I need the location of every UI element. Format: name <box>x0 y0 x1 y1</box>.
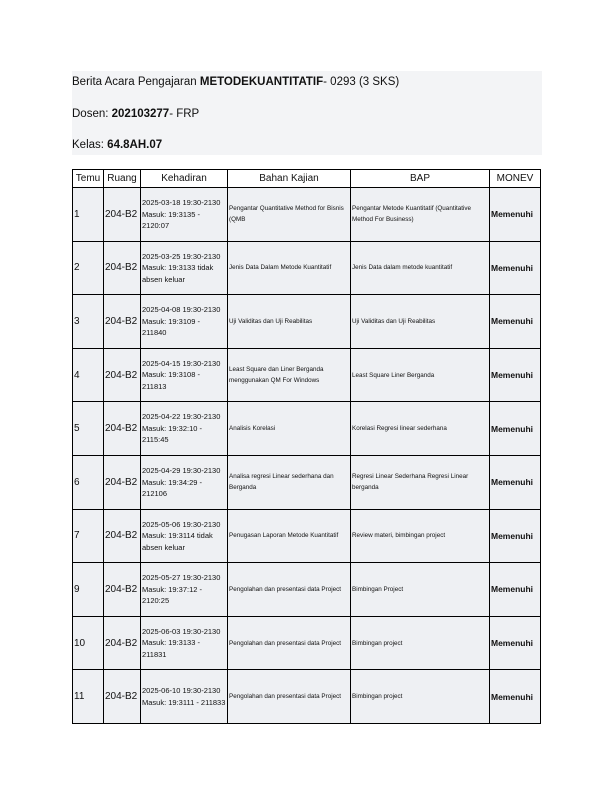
cell-bahan-kajian: Uji Validitas dan Uji Reabilitas <box>228 295 351 349</box>
kehadiran-masuk: Masuk: 19:3114 tidak absen keluar <box>142 531 213 552</box>
table-row <box>73 509 541 563</box>
cell-ruang: 204-B2 <box>104 348 141 402</box>
cell-bahan-kajian: Analisa regresi Linear sederhana dan Berganda <box>228 455 351 509</box>
kehadiran-jadwal: 2025-06-10 19:30-2130 <box>142 686 221 696</box>
kehadiran-masuk: Masuk: 19:3108 - 211813 <box>142 370 200 391</box>
col-header-bap: BAP <box>351 170 490 188</box>
course-name: METODEKUANTITATIF <box>199 76 324 88</box>
table-row <box>73 295 541 349</box>
col-header-kehadiran: Kehadiran <box>141 170 228 188</box>
cell-temu: 7 <box>73 509 104 563</box>
cell-ruang: 204-B2 <box>104 670 141 724</box>
cell-ruang: 204-B2 <box>104 295 141 349</box>
kehadiran-masuk: Masuk: 19:3133 - 211831 <box>142 638 200 659</box>
cell-monev: Memenuhi <box>490 402 541 456</box>
cell-kehadiran <box>141 509 228 563</box>
cell-ruang: 204-B2 <box>104 402 141 456</box>
cell-bap: Pengantar Metode Kuantitatif (Quantitative Method For Business) <box>351 188 490 242</box>
cell-bahan-kajian: Pengolahan dan presentasi data Project <box>228 670 351 724</box>
table-row <box>73 348 541 402</box>
cell-monev: Memenuhi <box>490 509 541 563</box>
cell-kehadiran <box>141 455 228 509</box>
cell-ruang: 204-B2 <box>104 455 141 509</box>
cell-bap: Bimbingan Project <box>351 563 490 617</box>
cell-kehadiran <box>141 670 228 724</box>
cell-bap: Regresi Linear Sederhana Regresi Linear berganda <box>351 455 490 509</box>
cell-bahan-kajian: Jenis Data Dalam Metode Kuantitatif <box>228 241 351 295</box>
table-body <box>73 188 541 724</box>
table-row <box>73 563 541 617</box>
cell-monev: Memenuhi <box>490 670 541 724</box>
cell-kehadiran <box>141 295 228 349</box>
kehadiran-masuk: Masuk: 19:37:12 - 2120:25 <box>142 584 203 606</box>
col-header-bahan-kajian: Bahan Kajian <box>228 170 351 188</box>
cell-kehadiran <box>141 348 228 402</box>
cell-bap: Korelasi Regresi linear sederhana <box>351 402 490 456</box>
cell-bap: Jenis Data dalam metode kuantitatif <box>351 241 490 295</box>
cell-ruang: 204-B2 <box>104 241 141 295</box>
cell-temu: 1 <box>73 188 104 242</box>
cell-temu: 3 <box>73 295 104 349</box>
cell-bap: Least Square Liner Berganda <box>351 348 490 402</box>
cell-ruang: 204-B2 <box>104 616 141 670</box>
cell-bahan-kajian: Least Square dan Liner Berganda menggunakan QM For Windows <box>228 348 351 402</box>
cell-kehadiran <box>141 188 228 242</box>
cell-kehadiran <box>141 563 228 617</box>
cell-bap: Bimbingan project <box>351 616 490 670</box>
kehadiran-masuk: Masuk: 19:32:10 - 2115:45 <box>142 423 203 445</box>
col-header-monev: MONEV <box>490 170 541 188</box>
cell-temu: 10 <box>73 616 104 670</box>
kehadiran-masuk: Masuk: 19:34:29 - 212106 <box>142 477 203 499</box>
attendance-table <box>72 169 541 724</box>
cell-monev: Memenuhi <box>490 563 541 617</box>
kehadiran-masuk: Masuk: 19:3133 tidak absen keluar <box>142 263 214 284</box>
cell-temu: 9 <box>73 563 104 617</box>
cell-bap: Review materi, bimbingan project <box>351 509 490 563</box>
kehadiran-masuk: Masuk: 19:3111 - 211833 <box>142 697 226 707</box>
cell-kehadiran <box>141 402 228 456</box>
dosen-suffix: - FRP <box>169 108 200 120</box>
table-row <box>73 616 541 670</box>
kehadiran-jadwal: 2025-04-22 19:30-2130 <box>142 412 221 422</box>
table-row <box>73 402 541 456</box>
col-header-ruang: Ruang <box>104 170 141 188</box>
cell-bahan-kajian: Pengantar Quantitative Method for Bisnis (QMB <box>228 188 351 242</box>
cell-kehadiran <box>141 241 228 295</box>
cell-monev: Memenuhi <box>490 241 541 295</box>
title-prefix: Berita Acara Pengajaran <box>72 76 200 88</box>
kelas-label: Kelas: <box>72 139 108 151</box>
cell-bahan-kajian: Pengolahan dan presentasi data Project <box>228 616 351 670</box>
cell-bap: Uji Validitas dan Uji Reabilitas <box>351 295 490 349</box>
cell-bahan-kajian: Pengolahan dan presentasi data Project <box>228 563 351 617</box>
cell-temu: 4 <box>73 348 104 402</box>
table-row <box>73 188 541 242</box>
table-row <box>73 455 541 509</box>
kehadiran-jadwal: 2025-04-15 19:30-2130 <box>142 358 221 368</box>
table-header-row <box>73 170 541 188</box>
cell-ruang: 204-B2 <box>104 188 141 242</box>
cell-ruang: 204-B2 <box>104 509 141 563</box>
kehadiran-jadwal: 2025-03-18 19:30-2130 <box>142 198 221 208</box>
cell-monev: Memenuhi <box>490 188 541 242</box>
kehadiran-jadwal: 2025-04-29 19:30-2130 <box>142 466 221 476</box>
cell-monev: Memenuhi <box>490 455 541 509</box>
table-row <box>73 241 541 295</box>
cell-temu: 2 <box>73 241 104 295</box>
dosen-label: Dosen: <box>72 108 112 120</box>
cell-kehadiran <box>141 616 228 670</box>
kelas-value: 64.8AH.07 <box>107 139 163 151</box>
cell-monev: Memenuhi <box>490 295 541 349</box>
cell-bap: Bimbingan project <box>351 670 490 724</box>
dosen-line <box>72 108 199 120</box>
cell-monev: Memenuhi <box>490 616 541 670</box>
document-header <box>72 71 542 155</box>
course-code: - 0293 (3 SKS) <box>323 76 400 88</box>
col-header-temu: Temu <box>73 170 104 188</box>
cell-temu: 5 <box>73 402 104 456</box>
kehadiran-masuk: Masuk: 19:3109 - 211840 <box>142 316 200 338</box>
document-title <box>72 76 399 88</box>
kehadiran-jadwal: 2025-05-27 19:30-2130 <box>142 573 221 583</box>
cell-bahan-kajian: Penugasan Laporan Metode Kuantitatif <box>228 509 351 563</box>
cell-ruang: 204-B2 <box>104 563 141 617</box>
kehadiran-jadwal: 2025-03-25 19:30-2130 <box>142 251 221 261</box>
cell-monev: Memenuhi <box>490 348 541 402</box>
kehadiran-masuk: Masuk: 19:3135 - 2120:07 <box>142 209 200 231</box>
kehadiran-jadwal: 2025-06-03 19:30-2130 <box>142 626 221 636</box>
cell-temu: 11 <box>73 670 104 724</box>
cell-bahan-kajian: Analisis Korelasi <box>228 402 351 456</box>
dosen-id: 202103277 <box>111 108 170 120</box>
cell-temu: 6 <box>73 455 104 509</box>
kelas-line <box>72 139 162 151</box>
kehadiran-jadwal: 2025-04-08 19:30-2130 <box>142 305 221 315</box>
kehadiran-jadwal: 2025-05-06 19:30-2130 <box>142 519 221 529</box>
table-row <box>73 670 541 724</box>
